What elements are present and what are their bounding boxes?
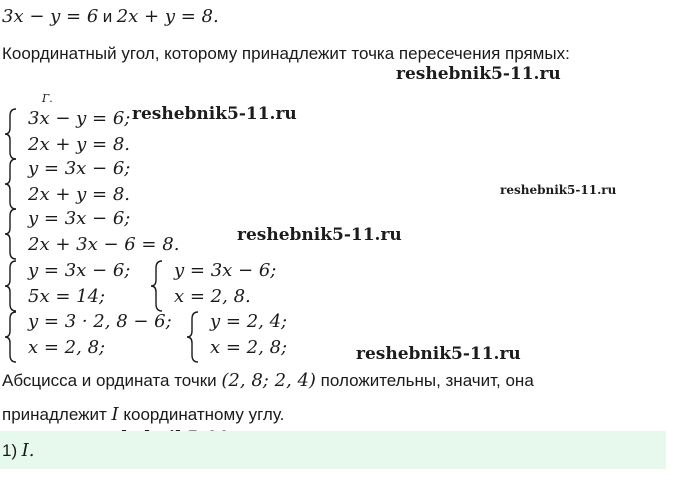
stray-mark: Г.	[42, 92, 53, 105]
conclusion-line-1	[2, 370, 534, 391]
system-4-eq-a: y = 3x − 6;	[28, 260, 131, 281]
conjunction: и	[102, 7, 113, 26]
system-7-eq-b: x = 2, 8;	[210, 337, 288, 358]
watermark: reshebnik5-11.ru	[500, 183, 617, 197]
answer-value: I.	[21, 440, 35, 461]
brace-icon	[4, 208, 18, 260]
system-5-eq-a: y = 3x − 6;	[174, 260, 277, 281]
system-4-eq-b: 5x = 14;	[28, 286, 106, 307]
system-2-eq-a: y = 3x − 6;	[28, 158, 131, 179]
conclusion-text-2: положительны, значит, она	[320, 371, 534, 390]
watermark: reshebnik5-11.ru	[396, 64, 561, 84]
system-1-eq-b: 2x + y = 8.	[28, 134, 130, 155]
watermark: reshebnik5-11.ru	[132, 104, 297, 124]
question-text: Координатный угол, которому принадлежит точка пересечения прямых:	[2, 44, 570, 63]
brace-icon	[4, 260, 18, 312]
point-coordinates: (2, 8; 2, 4)	[221, 370, 316, 391]
system-2-eq-b: 2x + y = 8.	[28, 184, 130, 205]
quadrant-symbol: I	[111, 404, 119, 425]
problem-statement	[2, 6, 219, 27]
answer-box	[0, 431, 666, 469]
answer-line	[2, 440, 34, 461]
conclusion-text-1: Абсцисса и ордината точки	[2, 371, 217, 390]
equation-1: 3x − y = 6	[2, 6, 99, 27]
conclusion-text-3: принадлежит	[2, 405, 107, 424]
system-3-eq-a: y = 3x − 6;	[28, 208, 131, 229]
brace-icon	[4, 158, 18, 210]
brace-icon	[4, 108, 18, 160]
brace-icon	[150, 260, 164, 312]
system-7-eq-a: y = 2, 4;	[210, 311, 288, 332]
system-1-eq-a: 3x − y = 6;	[28, 108, 131, 129]
watermark: reshebnik5-11.ru	[356, 344, 521, 364]
brace-icon	[4, 311, 18, 363]
system-5-eq-b: x = 2, 8.	[174, 286, 251, 307]
system-6-eq-a: y = 3 · 2, 8 − 6;	[28, 311, 172, 332]
conclusion-text-4: координатному углу.	[123, 405, 285, 424]
brace-icon	[186, 311, 200, 363]
system-3-eq-b: 2x + 3x − 6 = 8.	[28, 234, 180, 255]
answer-number: 1)	[2, 441, 18, 460]
equation-2: 2x + y = 8.	[116, 6, 219, 27]
system-6-eq-b: x = 2, 8;	[28, 337, 106, 358]
conclusion-line-2	[2, 404, 284, 425]
watermark: reshebnik5-11.ru	[237, 225, 402, 245]
